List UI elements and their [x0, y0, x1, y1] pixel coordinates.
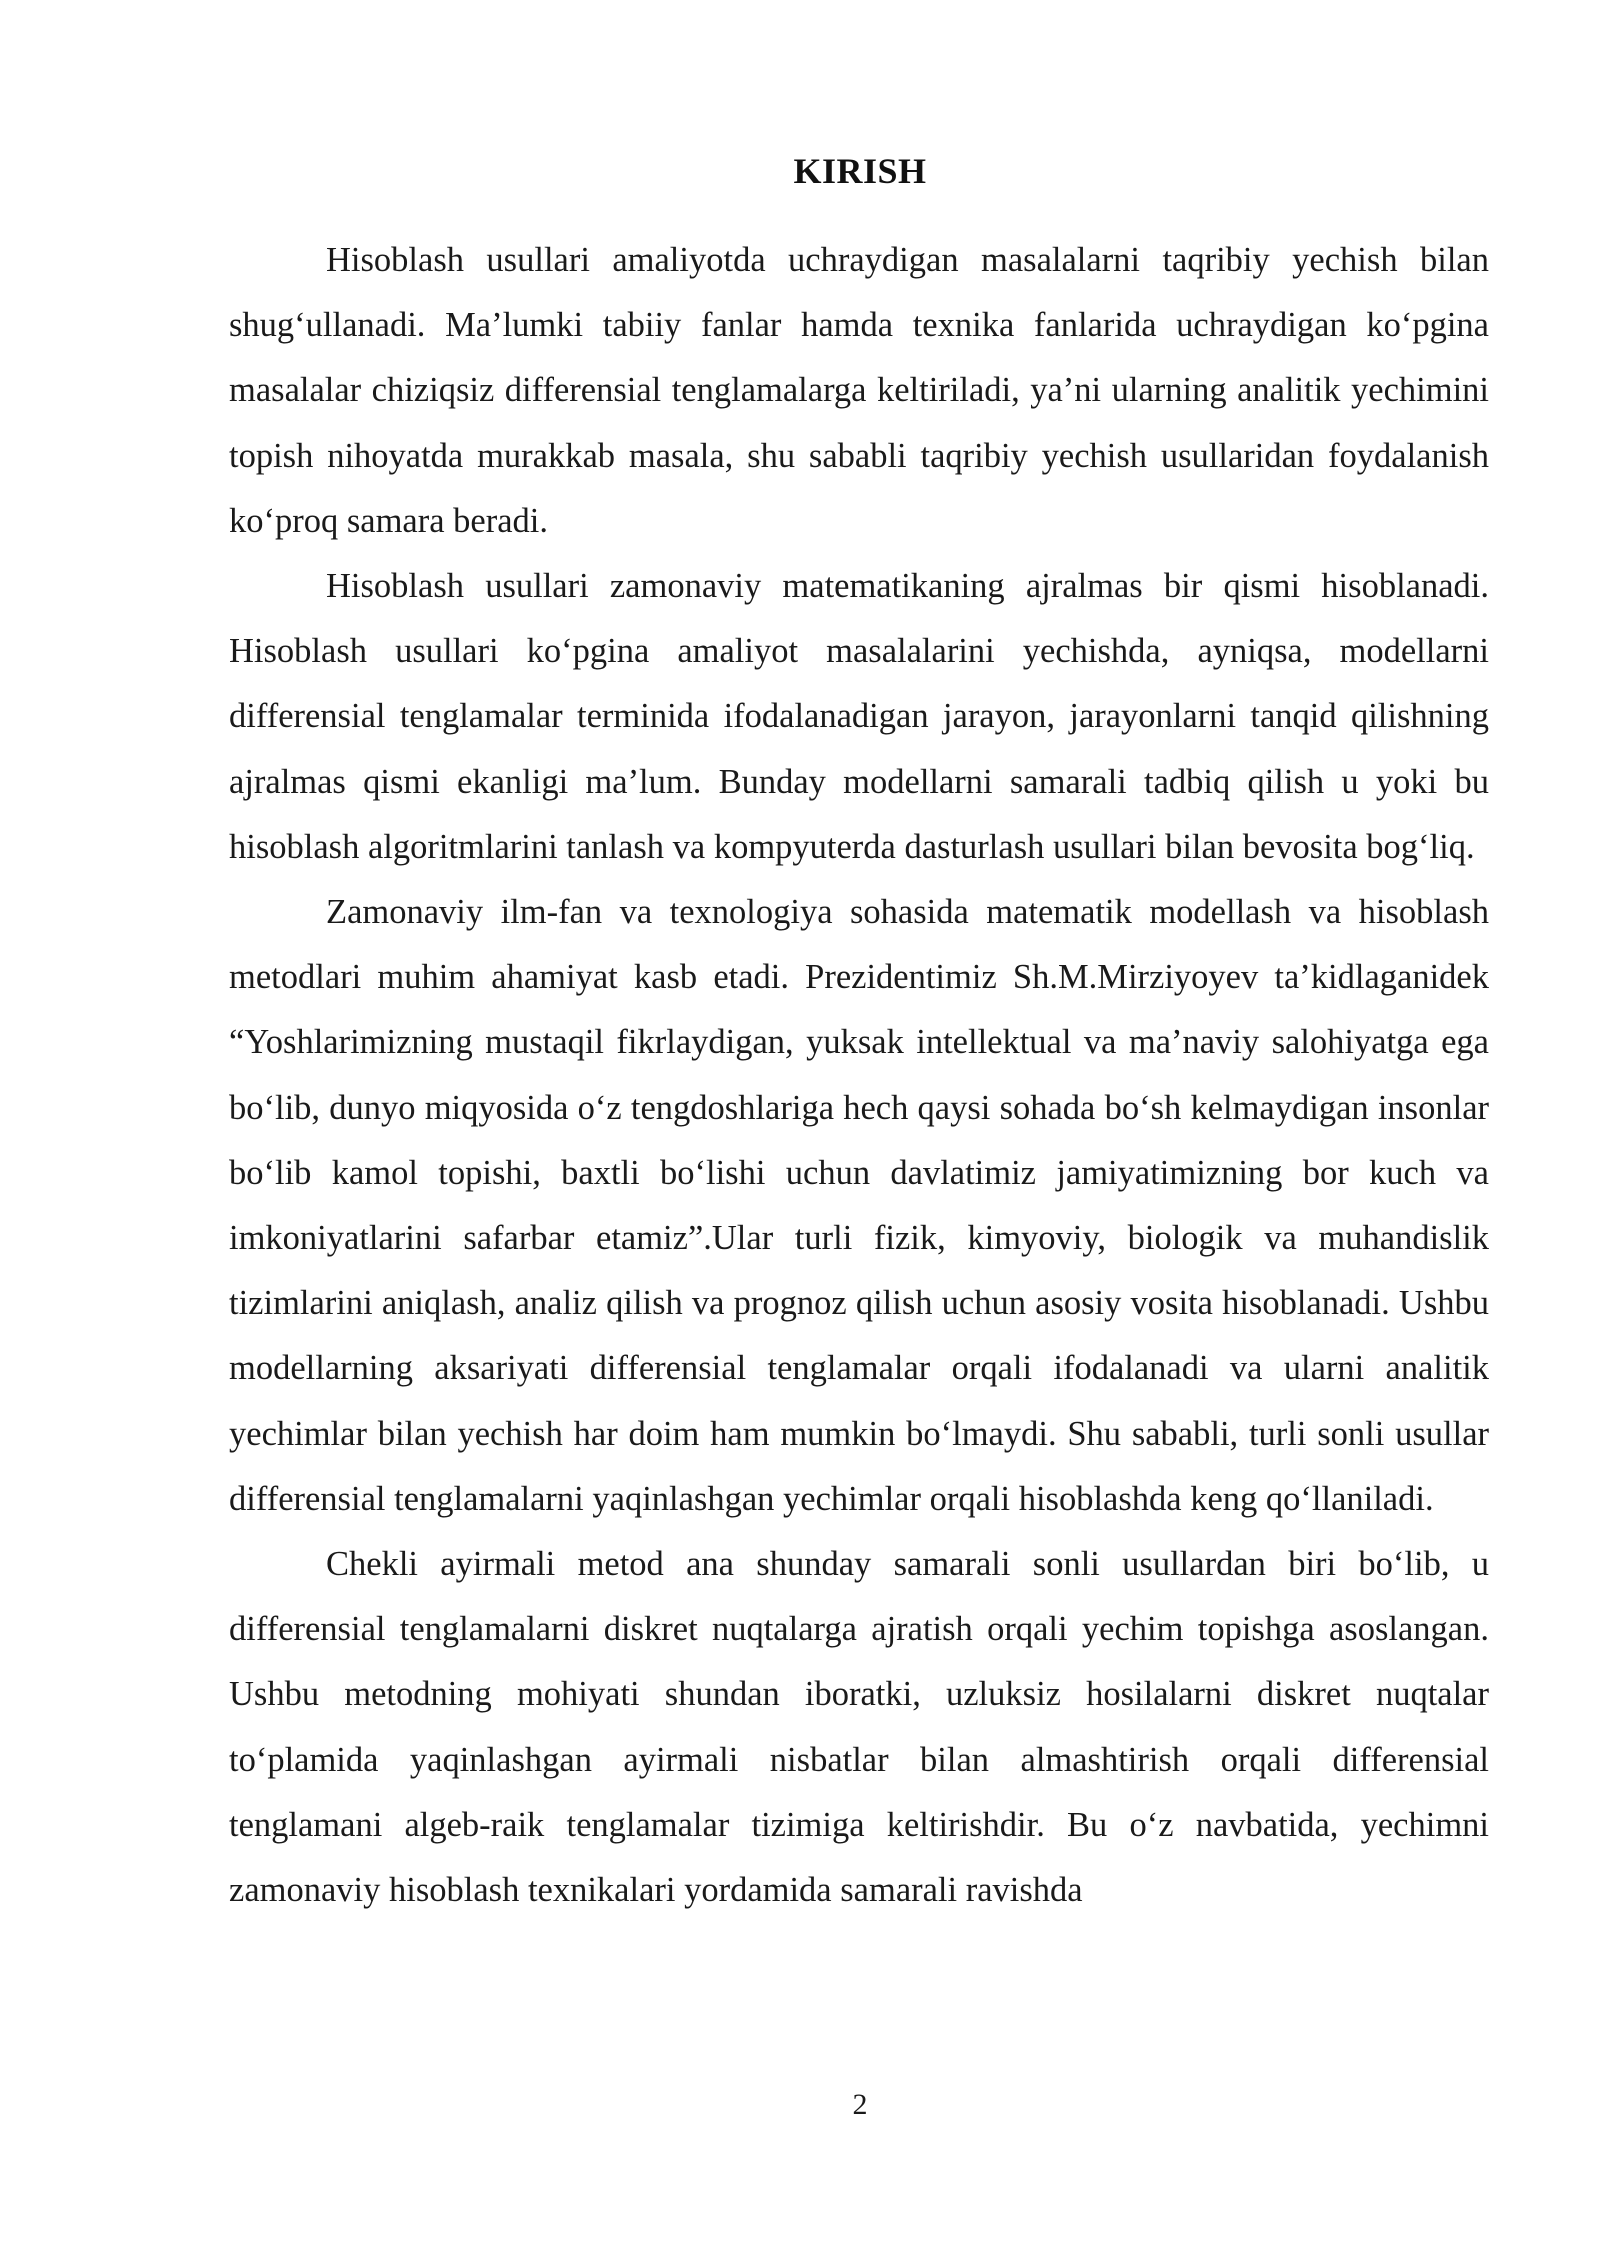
- page-number: 2: [852, 2088, 868, 2121]
- page-title: KIRISH: [793, 151, 927, 191]
- paragraph-1: Hisoblash usullari amaliyotda uchraydigan masalalarni taqribiy yechish bilan shug‘ullanadi. Ma’lumki tabiiy fanlar hamda texnika fanlarida uchraydigan ko‘pgina masalalar chiziqsiz differensial tenglamalarga keltiriladi, ya’ni ularning analitik yechimini topish nihoyatda murakkab masala, shu sababli taqribiy yechish usullaridan foydalanish ko‘proq samara beradi.: [229, 241, 1489, 540]
- paragraph-3: Zamonaviy ilm-fan va texnologiya sohasida matematik modellash va hisoblash metodlari muhim ahamiyat kasb etadi. Prezidentimiz Sh.M.Mirziyoyev ta’kidlaganidek “Yoshlarimizning mustaqil fikrlaydigan, yuksak intellektual va ma’naviy salohiyatga ega bo‘lib, dunyo miqyosida o‘z tengdoshlariga hech qaysi sohada bo‘sh kelmaydigan insonlar bo‘lib kamol topishi, baxtli bo‘lishi uchun davlatimiz jamiyatimizning bor kuch va imkoniyatlarini safarbar etamiz”.Ular turli fizik, kimyoviy, biologik va muhandislik tizimlarini aniqlash, analiz qilish va prognoz qilish uchun asosiy vosita hisoblanadi. Ushbu modellarning aksariyati differensial tenglamalar orqali ifodalanadi va ularni analitik yechimlar bilan yechish har doim ham mumkin bo‘lmaydi. Shu sababli, turli sonli usullar differensial tenglamalarni yaqinlashgan yechimlar orqali hisoblashda keng qo‘llaniladi.: [229, 893, 1489, 1518]
- paragraph-2: Hisoblash usullari zamonaviy matematikaning ajralmas bir qismi hisoblanadi. Hisoblash usullari ko‘pgina amaliyot masalalarini yechishda, ayniqsa, modellarni differensial tenglamalar terminida ifodalanadigan jarayon, jarayonlarni tanqid qilishning ajralmas qismi ekanligi ma’lum. Bunday modellarni samarali tadbiq qilish u yoki bu hisoblash algoritmlarini tanlash va kompyuterda dasturlash usullari bilan bevosita bog‘liq.: [229, 567, 1489, 866]
- body-text: [229, 228, 1489, 1923]
- paragraph-4: Chekli ayirmali metod ana shunday samarali sonli usullardan biri bo‘lib, u differensial tenglamalarni diskret nuqtalarga ajratish orqali yechim topishga asoslangan. Ushbu metodning mohiyati shundan iboratki, uzluksiz hosilalarni diskret nuqtalar to‘plamida yaqinlashgan ayirmali nisbatlar bilan almashtirish orqali differensial tenglamani algeb-raik tenglamalar tizimiga keltirishdir. Bu o‘z navbatida, yechimni zamonaviy hisoblash texnikalari yordamida samarali ravishda: [229, 1545, 1489, 1910]
